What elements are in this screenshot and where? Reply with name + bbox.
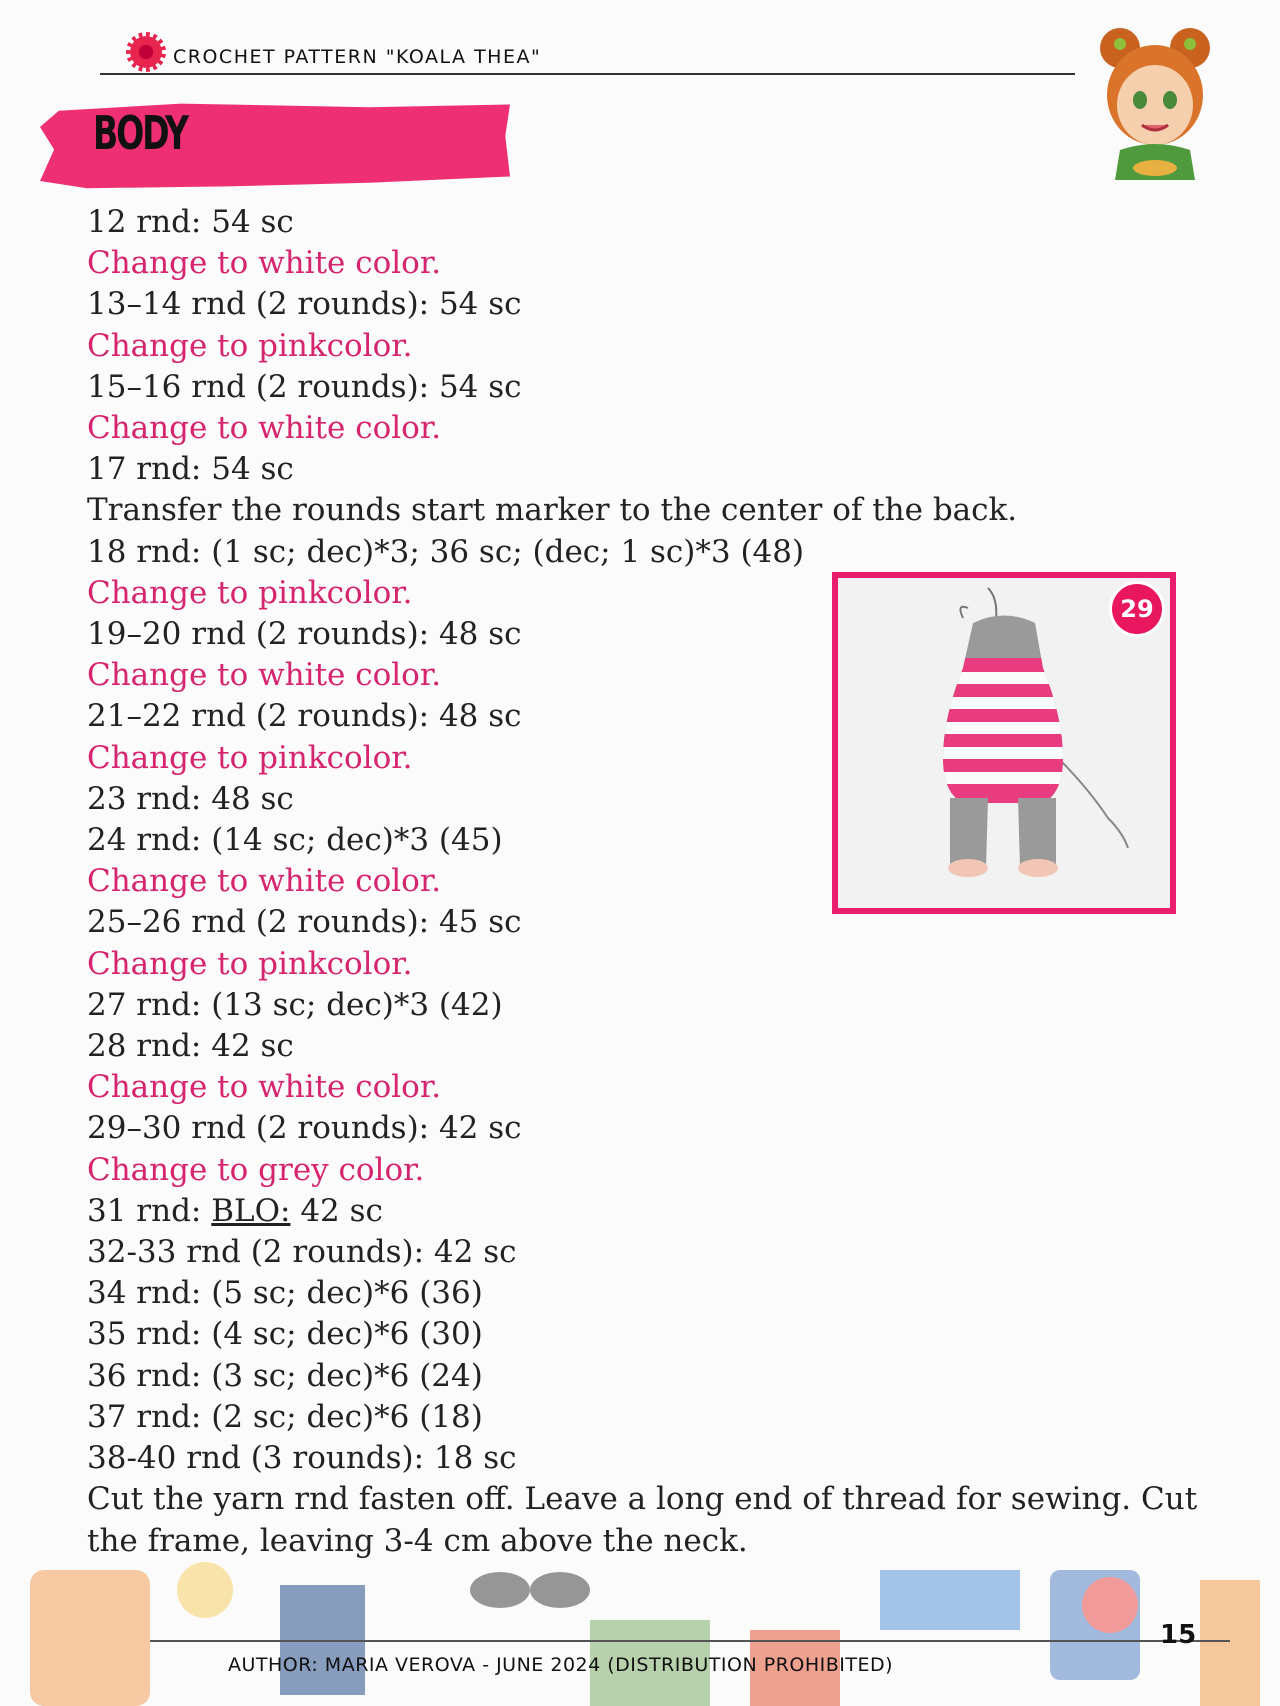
- instruction-text: 34 rnd: (5 sc; dec)*6 (36): [87, 1275, 483, 1312]
- color-change-instruction: [87, 243, 1237, 284]
- instruction-text: 36 rnd: (3 sc; dec)*6 (24): [87, 1357, 483, 1394]
- round-instruction: [87, 1356, 1237, 1397]
- instruction-text: 15–16 rnd (2 rounds): 54 sc: [87, 368, 522, 405]
- instruction-text: 27 rnd: (13 sc; dec)*3 (42): [87, 986, 503, 1023]
- instruction-text: Change to pinkcolor.: [87, 574, 413, 611]
- instruction-text: Change to white color.: [87, 245, 442, 282]
- color-change-instruction: [87, 326, 1237, 367]
- color-change-instruction: [87, 1150, 1237, 1191]
- instruction-text-after: 42 sc: [290, 1192, 383, 1229]
- round-instruction: [87, 1191, 1237, 1232]
- round-instruction: [87, 1273, 1237, 1314]
- instruction-text: 37 rnd: (2 sc; dec)*6 (18): [87, 1398, 483, 1435]
- instruction-text: 29–30 rnd (2 rounds): 42 sc: [87, 1110, 522, 1147]
- instruction-text: 13–14 rnd (2 rounds): 54 sc: [87, 286, 522, 323]
- round-instruction: [87, 1397, 1237, 1438]
- section-title: BODY: [93, 106, 187, 160]
- round-instruction: [87, 202, 1237, 243]
- abbreviation-blo: BLO:: [211, 1192, 291, 1229]
- instruction-text: Change to grey color.: [87, 1151, 425, 1188]
- instruction-text: 17 rnd: 54 sc: [87, 451, 294, 488]
- color-change-instruction: [87, 1067, 1237, 1108]
- header-divider: [100, 73, 1075, 75]
- instruction-text: 19–20 rnd (2 rounds): 48 sc: [87, 616, 522, 653]
- author-avatar-illustration: [1080, 20, 1230, 180]
- round-instruction: [87, 1314, 1237, 1355]
- instruction-text: 38-40 rnd (3 rounds): 18 sc: [87, 1440, 517, 1477]
- instruction-text: 28 rnd: 42 sc: [87, 1028, 294, 1065]
- instruction-text: Change to white color.: [87, 863, 442, 900]
- instruction-text: Change to pinkcolor.: [87, 327, 413, 364]
- instruction-text: Transfer the rounds start marker to the center of the back.: [87, 492, 1018, 529]
- round-instruction: [87, 985, 1237, 1026]
- color-change-instruction: [87, 944, 1237, 985]
- round-instruction: [87, 490, 1237, 531]
- round-instruction: [87, 1108, 1237, 1149]
- footer-author: AUTHOR: MARIA VEROVA - JUNE 2024 (DISTRIBUTION PROHIBITED): [228, 1654, 894, 1676]
- instruction-text: Change to white color.: [87, 410, 442, 447]
- round-instruction: [87, 1438, 1237, 1479]
- pattern-header-title: CROCHET PATTERN "KOALA THEA": [173, 46, 542, 68]
- round-instruction: [87, 1026, 1237, 1067]
- instruction-text: 24 rnd: (14 sc; dec)*3 (45): [87, 822, 503, 859]
- color-change-instruction: [87, 408, 1237, 449]
- round-instruction: [87, 532, 1237, 573]
- round-instruction: [87, 367, 1237, 408]
- instruction-text: 32-33 rnd (2 rounds): 42 sc: [87, 1234, 517, 1271]
- instruction-text: 12 rnd: 54 sc: [87, 204, 294, 240]
- page-number: 15: [1160, 1620, 1197, 1650]
- instruction-text: 18 rnd: (1 sc; dec)*3; 36 sc; (dec; 1 sc)*3 (48): [87, 533, 805, 570]
- instruction-text: 23 rnd: 48 sc: [87, 780, 294, 817]
- round-instruction: [87, 1232, 1237, 1273]
- instruction-text: Change to pinkcolor.: [87, 945, 413, 982]
- instruction-text: 25–26 rnd (2 rounds): 45 sc: [87, 904, 522, 941]
- instruction-text: Change to white color.: [87, 657, 442, 694]
- round-instruction: [87, 449, 1237, 490]
- photo-number-badge: 29: [1112, 584, 1162, 634]
- flower-logo-icon: [126, 32, 166, 72]
- instruction-text: 21–22 rnd (2 rounds): 48 sc: [87, 698, 522, 735]
- instruction-text: 31 rnd:: [87, 1192, 212, 1229]
- round-instruction: [87, 284, 1237, 325]
- instruction-text: Cut the yarn rnd fasten off. Leave a long end of thread for sewing. Cut the frame, leaving 3-4 cm above the neck.: [87, 1481, 1198, 1559]
- instruction-text: Change to pinkcolor.: [87, 739, 413, 776]
- footer-divider: [150, 1640, 1230, 1642]
- decorative-travel-illustration: [30, 1550, 1260, 1706]
- instruction-text: Change to white color.: [87, 1069, 442, 1106]
- instruction-text: 35 rnd: (4 sc; dec)*6 (30): [87, 1316, 483, 1353]
